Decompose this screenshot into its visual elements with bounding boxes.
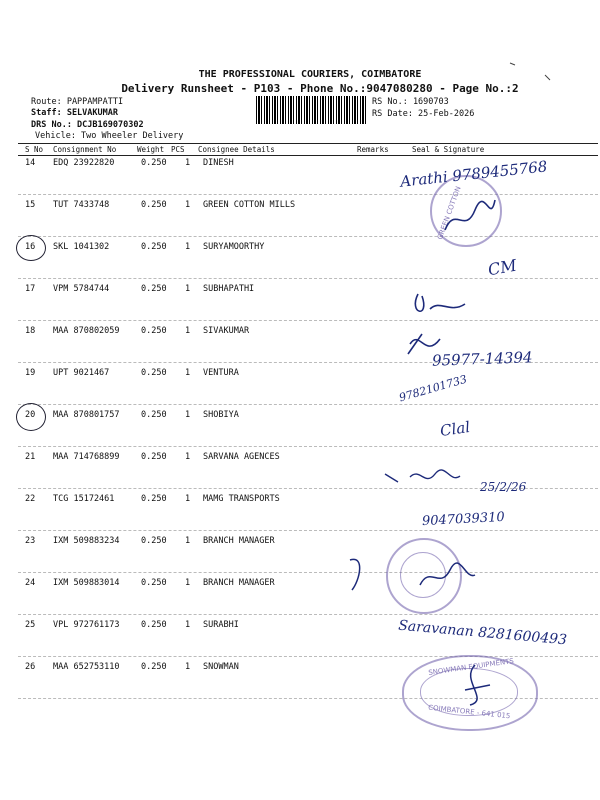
row-separator xyxy=(18,446,598,447)
row-consignment-no: SKL 1041302 xyxy=(53,242,110,252)
snowman-stamp-top-text: SNOWMAN EQUIPMENTS xyxy=(427,657,515,677)
row-sno: 17 xyxy=(25,284,36,294)
row-consignee: BRANCH MANAGER xyxy=(203,536,275,546)
drs-label: DRS No.: DCJB169070302 xyxy=(31,120,144,130)
corner-mark xyxy=(505,55,555,85)
col-pcs: PCS xyxy=(171,145,185,154)
signature-row-21-22 xyxy=(380,462,480,492)
row-pcs: 1 xyxy=(185,578,191,588)
row-pcs: 1 xyxy=(185,242,191,252)
row-pcs: 1 xyxy=(185,284,191,294)
row-consignee: SIVAKUMAR xyxy=(203,326,250,336)
signature-row-23-24 xyxy=(340,550,480,600)
row-consignment-no: UPT 9021467 xyxy=(53,368,110,378)
col-sno: S No xyxy=(25,145,44,154)
row-separator xyxy=(18,194,598,195)
table-row xyxy=(0,200,600,216)
row-consignee: GREEN COTTON MILLS xyxy=(203,200,296,210)
row-sno: 21 xyxy=(25,452,36,462)
row-consignment-no: VPM 5784744 xyxy=(53,284,110,294)
row-consignee: DINESH xyxy=(203,158,234,168)
header-bottom-rule xyxy=(18,155,598,156)
row-separator xyxy=(18,572,598,573)
table-row xyxy=(0,410,600,426)
row-weight: 0.250 xyxy=(141,284,167,294)
company-title: THE PROFESSIONAL COURIERS, COIMBATORE xyxy=(198,69,422,80)
col-weight: Weight xyxy=(137,145,165,154)
handwriting-row-20: 9782101733 xyxy=(397,372,469,405)
row-sno: 24 xyxy=(25,578,36,588)
row-pcs: 1 xyxy=(185,158,191,168)
row-pcs: 1 xyxy=(185,620,191,630)
row-weight: 0.250 xyxy=(141,242,167,252)
row-consignee: VENTURA xyxy=(203,368,239,378)
row-sno: 14 xyxy=(25,158,36,168)
route-label: Route: PAPPAMPATTI xyxy=(31,97,124,107)
row-weight: 0.250 xyxy=(141,536,167,546)
col-seal-signature: Seal & Signature xyxy=(412,145,485,154)
row-consignment-no: TUT 7433748 xyxy=(53,200,110,210)
row-consignee: SHOBIYA xyxy=(203,410,239,420)
col-consignment: Consignment No xyxy=(53,145,117,154)
row-consignee: BRANCH MANAGER xyxy=(203,578,275,588)
row-separator xyxy=(18,530,598,531)
handwriting-row-14: Arathi 9789455768 xyxy=(399,157,549,191)
row-pcs: 1 xyxy=(185,662,191,672)
row-sno: 23 xyxy=(25,536,36,546)
barcode xyxy=(256,96,366,124)
row-sno: 26 xyxy=(25,662,36,672)
row-consignment-no: EDQ 23922820 xyxy=(53,158,115,168)
row-consignment-no: MAA 870802059 xyxy=(53,326,120,336)
row-weight: 0.250 xyxy=(141,494,167,504)
table-row xyxy=(0,578,600,594)
row-sno: 18 xyxy=(25,326,36,336)
row-pcs: 1 xyxy=(185,326,191,336)
row-separator xyxy=(18,236,598,237)
row-separator xyxy=(18,320,598,321)
row-pcs: 1 xyxy=(185,452,191,462)
row-consignment-no: MAA 714768899 xyxy=(53,452,120,462)
row-weight: 0.250 xyxy=(141,326,167,336)
row-sno: 19 xyxy=(25,368,36,378)
row-weight: 0.250 xyxy=(141,200,167,210)
circle-mark-20 xyxy=(16,403,46,431)
staff-label: Staff: SELVAKUMAR xyxy=(31,108,118,118)
rs-number: RS No.: 1690703 xyxy=(372,97,449,107)
table-row xyxy=(0,494,600,510)
row-weight: 0.250 xyxy=(141,368,167,378)
green-cotton-stamp-text: GREEN COTTON xyxy=(436,185,463,241)
row-pcs: 1 xyxy=(185,200,191,210)
row-consignee: SURABHI xyxy=(203,620,239,630)
row-consignment-no: IXM 509883234 xyxy=(53,536,120,546)
row-consignee: SUBHAPATHI xyxy=(203,284,255,294)
row-weight: 0.250 xyxy=(141,452,167,462)
row-consignment-no: MAA 652753110 xyxy=(53,662,120,672)
row-consignment-no: IXM 509883014 xyxy=(53,578,120,588)
circle-mark-16 xyxy=(16,235,46,261)
row-sno: 15 xyxy=(25,200,36,210)
row-separator xyxy=(18,278,598,279)
row-consignment-no: TCG 15172461 xyxy=(53,494,115,504)
handwriting-row-16: CM xyxy=(486,255,519,280)
row-consignee: SNOWMAN xyxy=(203,662,239,672)
header-top-rule xyxy=(18,143,598,144)
row-weight: 0.250 xyxy=(141,578,167,588)
row-pcs: 1 xyxy=(185,368,191,378)
handwriting-row-22-phone: 9047039310 xyxy=(421,509,506,530)
table-row xyxy=(0,326,600,342)
row-weight: 0.250 xyxy=(141,662,167,672)
row-sno: 20 xyxy=(25,410,36,420)
runsheet-title: Delivery Runsheet - P103 - Phone No.:9047080280 - Page No.:2 xyxy=(121,82,519,95)
signature-row-15 xyxy=(440,195,500,235)
row-pcs: 1 xyxy=(185,410,191,420)
table-row xyxy=(0,284,600,300)
row-consignee: SURYAMOORTHY xyxy=(203,242,265,252)
row-consignment-no: VPL 972761173 xyxy=(53,620,120,630)
col-remarks: Remarks xyxy=(357,145,389,154)
row-weight: 0.250 xyxy=(141,410,167,420)
row-pcs: 1 xyxy=(185,494,191,504)
row-sno: 25 xyxy=(25,620,36,630)
table-row xyxy=(0,452,600,468)
snowman-stamp-bottom-text: COIMBATORE - 641 015 xyxy=(427,703,511,721)
vehicle-label: Vehicle: Two Wheeler Delivery xyxy=(35,131,184,141)
table-row xyxy=(0,536,600,552)
rs-date: RS Date: 25-Feb-2026 xyxy=(372,109,475,119)
row-sno: 22 xyxy=(25,494,36,504)
table-row xyxy=(0,368,600,384)
handwriting-row-25: Saravanan 8281600493 xyxy=(397,617,568,649)
signature-row-26 xyxy=(450,660,500,710)
row-separator xyxy=(18,404,598,405)
row-consignment-no: MAA 870801757 xyxy=(53,410,120,420)
row-weight: 0.250 xyxy=(141,158,167,168)
handwriting-row-19: 95977-14394 xyxy=(431,348,533,370)
col-consignee: Consignee Details xyxy=(198,145,275,154)
row-pcs: 1 xyxy=(185,536,191,546)
row-consignee: SARVANA AGENCES xyxy=(203,452,280,462)
row-sno: 16 xyxy=(25,242,36,252)
row-consignee: MAMG TRANSPORTS xyxy=(203,494,280,504)
handwriting-row-20-b: Clal xyxy=(438,417,472,441)
handwriting-row-22-date: 25/2/26 xyxy=(480,480,527,494)
row-weight: 0.250 xyxy=(141,620,167,630)
row-separator xyxy=(18,614,598,615)
